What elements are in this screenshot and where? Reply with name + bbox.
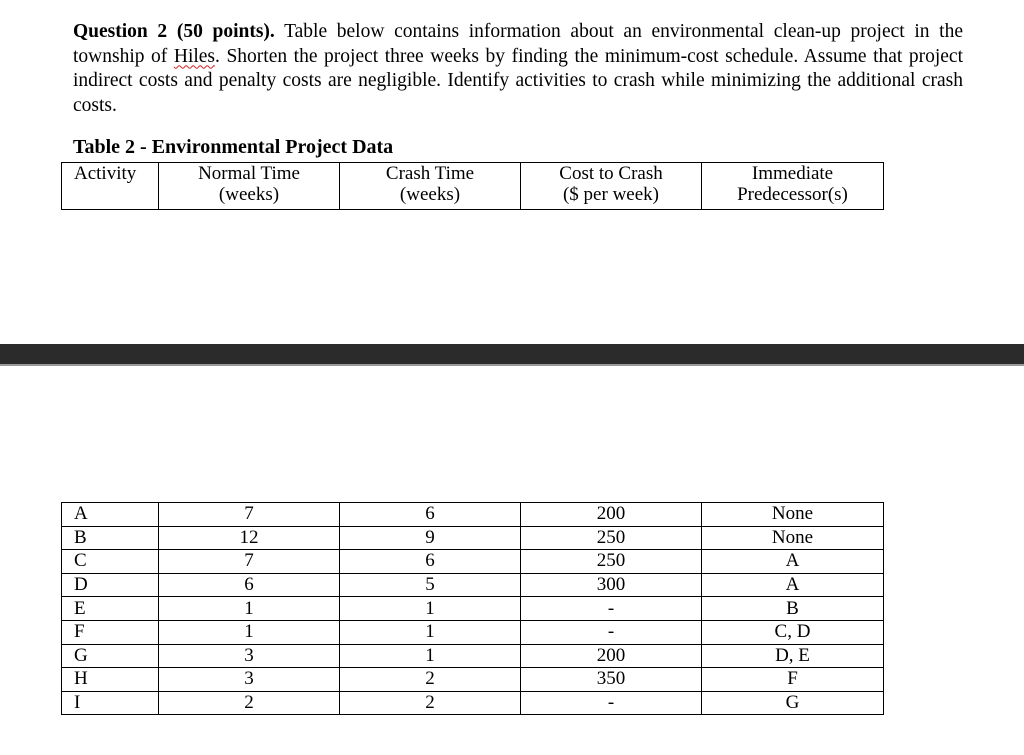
cell-predecessors: A xyxy=(702,550,884,574)
cell-activity: H xyxy=(62,668,159,692)
cell-normal-time: 3 xyxy=(159,668,340,692)
header-cost-to-crash: Cost to Crash ($ per week) xyxy=(521,163,702,210)
cell-crash-time: 2 xyxy=(340,668,521,692)
cell-normal-time: 1 xyxy=(159,620,340,644)
header-activity: Activity xyxy=(62,163,159,210)
table-body xyxy=(61,502,884,715)
table-row xyxy=(62,503,884,527)
cell-normal-time: 1 xyxy=(159,597,340,621)
table-row xyxy=(62,526,884,550)
cell-cost-to-crash: 200 xyxy=(521,644,702,668)
cell-activity: G xyxy=(62,644,159,668)
cell-cost-to-crash: 200 xyxy=(521,503,702,527)
cell-cost-to-crash: - xyxy=(521,691,702,715)
cell-crash-time: 9 xyxy=(340,526,521,550)
cell-crash-time: 2 xyxy=(340,691,521,715)
cell-normal-time: 2 xyxy=(159,691,340,715)
cell-activity: E xyxy=(62,597,159,621)
cell-predecessors: A xyxy=(702,573,884,597)
table-row xyxy=(62,550,884,574)
table-row xyxy=(62,597,884,621)
cell-normal-time: 12 xyxy=(159,526,340,550)
township-name: Hiles xyxy=(173,45,216,67)
cell-predecessors: F xyxy=(702,668,884,692)
cell-crash-time: 1 xyxy=(340,620,521,644)
cell-normal-time: 3 xyxy=(159,644,340,668)
cell-crash-time: 1 xyxy=(340,644,521,668)
question-text-before: Table below contains information about an environmental clean-up project in the township of xyxy=(73,21,963,67)
question-text xyxy=(73,20,963,118)
cell-predecessors: None xyxy=(702,526,884,550)
cell-predecessors: G xyxy=(702,691,884,715)
cell-activity: F xyxy=(62,620,159,644)
cell-crash-time: 5 xyxy=(340,573,521,597)
cell-crash-time: 6 xyxy=(340,503,521,527)
cell-activity: A xyxy=(62,503,159,527)
cell-cost-to-crash: 350 xyxy=(521,668,702,692)
cell-cost-to-crash: 250 xyxy=(521,550,702,574)
question-heading: Question 2 (50 points). xyxy=(73,21,275,42)
table-row xyxy=(62,573,884,597)
cell-cost-to-crash: 300 xyxy=(521,573,702,597)
header-normal-time: Normal Time (weeks) xyxy=(159,163,340,210)
cell-predecessors: None xyxy=(702,503,884,527)
table-row xyxy=(62,620,884,644)
cell-activity: C xyxy=(62,550,159,574)
cell-activity: D xyxy=(62,573,159,597)
cell-normal-time: 6 xyxy=(159,573,340,597)
cell-activity: I xyxy=(62,691,159,715)
cell-activity: B xyxy=(62,526,159,550)
cell-predecessors: C, D xyxy=(702,620,884,644)
cell-normal-time: 7 xyxy=(159,503,340,527)
table-row xyxy=(62,668,884,692)
cell-predecessors: B xyxy=(702,597,884,621)
header-row xyxy=(62,163,884,210)
table-header xyxy=(61,162,884,210)
cell-cost-to-crash: - xyxy=(521,597,702,621)
divider-bar xyxy=(0,344,1024,366)
header-crash-time: Crash Time (weeks) xyxy=(340,163,521,210)
cell-predecessors: D, E xyxy=(702,644,884,668)
cell-crash-time: 6 xyxy=(340,550,521,574)
table-row xyxy=(62,691,884,715)
cell-crash-time: 1 xyxy=(340,597,521,621)
cell-normal-time: 7 xyxy=(159,550,340,574)
question-text-after: . Shorten the project three weeks by finding the minimum-cost schedule. Assume that project indirect costs and penalty costs are negligible. Identify activities to crash while minimizing the additional crash costs. xyxy=(73,45,963,116)
table-row xyxy=(62,644,884,668)
table-title: Table 2 - Environmental Project Data xyxy=(73,136,394,158)
cell-cost-to-crash: 250 xyxy=(521,526,702,550)
cell-cost-to-crash: - xyxy=(521,620,702,644)
header-predecessors: Immediate Predecessor(s) xyxy=(702,163,884,210)
